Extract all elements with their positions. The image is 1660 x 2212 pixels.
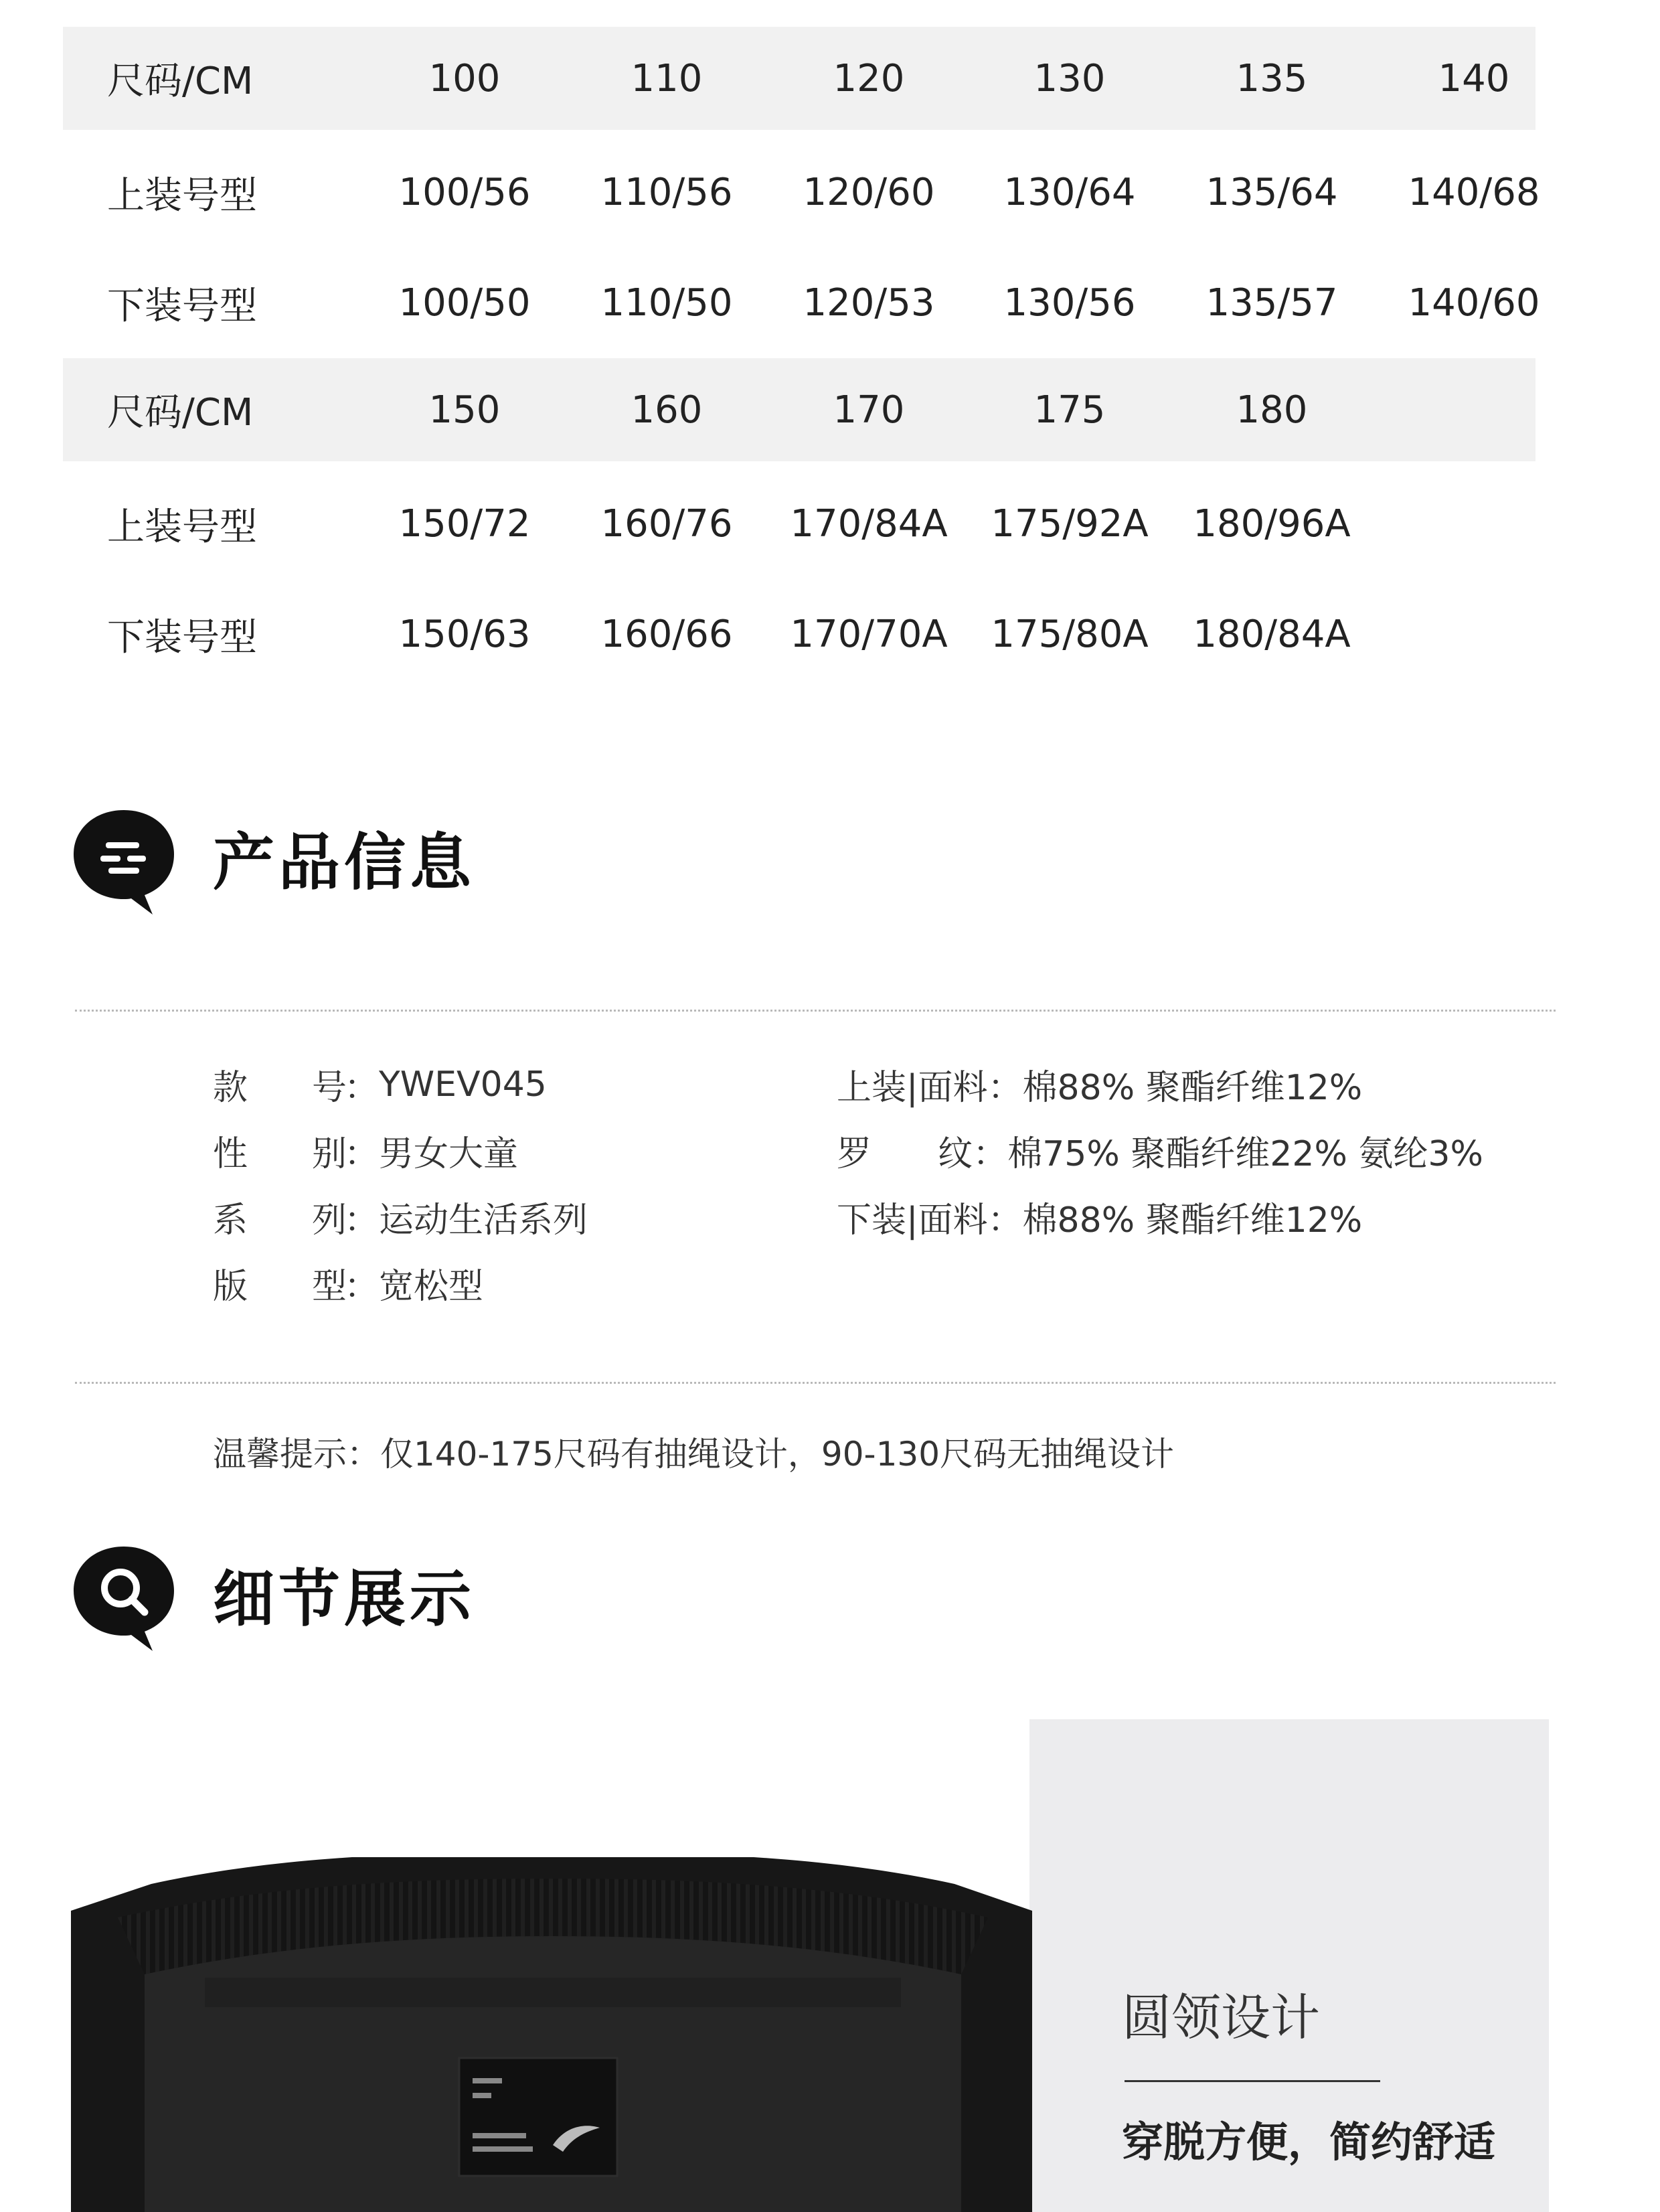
bottom-size-cell: 135/57 xyxy=(1206,281,1338,325)
size-cell: 175 xyxy=(1033,388,1106,432)
bottom-size-cell: 100/50 xyxy=(398,281,531,325)
divider xyxy=(75,1010,1556,1012)
size-cell: 160 xyxy=(631,388,703,432)
bottom-size-cell: 130/56 xyxy=(1003,281,1136,325)
top-size-cell: 130/64 xyxy=(1003,171,1136,214)
top-size-row xyxy=(63,469,1536,579)
divider xyxy=(75,1382,1556,1384)
top-size-cell: 140/68 xyxy=(1408,171,1540,214)
spec-value: 棉75% 聚酯纤维22% 氨纶3% xyxy=(1007,1134,1483,1174)
spec-row-rib xyxy=(837,1117,1483,1184)
size-cell: 130 xyxy=(1033,56,1106,100)
bottom-size-cell: 170/70A xyxy=(790,613,948,656)
size-cell: 170 xyxy=(833,388,905,432)
bottom-size-cell: 175/80A xyxy=(991,613,1149,656)
bottom-size-cell: 150/63 xyxy=(398,613,531,656)
size-cell: 150 xyxy=(428,388,501,432)
size-cell: 120 xyxy=(833,56,905,100)
top-size-cell: 135/64 xyxy=(1206,171,1338,214)
size-cell: 100 xyxy=(428,56,501,100)
feature-title: 圆领设计 xyxy=(1122,1989,1320,2047)
product-info-heading xyxy=(67,801,475,915)
spec-row-gender xyxy=(213,1117,588,1184)
spec-row-bottom-fabric xyxy=(837,1184,1483,1250)
spec-key: 系 xyxy=(213,1200,248,1241)
collar-photo xyxy=(71,1857,1032,2212)
chat-bubble-icon xyxy=(67,801,181,915)
spec-colon: ： xyxy=(344,1068,380,1108)
spec-colon: ： xyxy=(973,1134,1008,1174)
spec-value: YWEV045 xyxy=(379,1064,547,1105)
product-spec-right xyxy=(837,1051,1483,1250)
product-info-title: 产品信息 xyxy=(213,827,476,898)
spec-colon: ： xyxy=(344,1267,380,1307)
bottom-size-label: 下装号型 xyxy=(107,615,257,659)
top-size-label: 上装号型 xyxy=(107,505,257,549)
size-cell: 135 xyxy=(1236,56,1308,100)
product-spec-left xyxy=(213,1051,588,1316)
spec-key: 上装|面料 xyxy=(837,1068,988,1108)
spec-value: 宽松型 xyxy=(379,1267,484,1307)
spec-value: 棉88% 聚酯纤维12% xyxy=(1022,1068,1363,1108)
spec-row-style xyxy=(213,1051,588,1117)
spec-key: 下装|面料 xyxy=(837,1200,988,1241)
warm-tip: 温馨提示：仅140-175尺码有抽绳设计，90-130尺码无抽绳设计 xyxy=(213,1435,1175,1474)
spec-value: 棉88% 聚酯纤维12% xyxy=(1022,1200,1363,1241)
spec-row-top-fabric xyxy=(837,1051,1483,1117)
size-table xyxy=(63,27,1540,690)
bottom-size-label: 下装号型 xyxy=(107,284,257,328)
top-size-label: 上装号型 xyxy=(107,173,257,218)
spec-row-series xyxy=(213,1184,588,1250)
top-size-cell: 160/76 xyxy=(600,502,733,546)
top-size-cell: 150/72 xyxy=(398,502,531,546)
size-header-label: 尺码/CM xyxy=(107,60,254,103)
detail-title: 细节展示 xyxy=(213,1563,476,1635)
size-header-row xyxy=(63,358,1536,461)
bottom-size-cell: 110/50 xyxy=(600,281,733,325)
spec-value: 男女大童 xyxy=(379,1134,519,1174)
bottom-size-cell: 140/60 xyxy=(1408,281,1540,325)
size-header-row xyxy=(63,27,1536,130)
spec-key: 号 xyxy=(312,1068,347,1108)
size-cell: 180 xyxy=(1236,388,1308,432)
spec-key: 型 xyxy=(312,1267,347,1307)
bottom-size-row xyxy=(63,579,1536,690)
top-size-cell: 170/84A xyxy=(790,502,948,546)
top-size-row xyxy=(63,137,1540,248)
spec-key: 款 xyxy=(213,1068,248,1108)
feature-description: 穿脱方便，简约舒适 xyxy=(1122,2118,1496,2166)
spec-value: 运动生活系列 xyxy=(379,1200,588,1241)
feature-underline xyxy=(1125,2080,1380,2082)
size-cell: 140 xyxy=(1438,56,1510,100)
spec-colon: ： xyxy=(987,1068,1023,1108)
spec-row-fit xyxy=(213,1250,588,1316)
top-size-cell: 175/92A xyxy=(991,502,1149,546)
size-cell: 110 xyxy=(631,56,703,100)
top-size-cell: 110/56 xyxy=(600,171,733,214)
spec-colon: ： xyxy=(987,1200,1023,1241)
spec-colon: ： xyxy=(344,1200,380,1241)
top-size-cell: 180/96A xyxy=(1193,502,1351,546)
bottom-size-cell: 160/66 xyxy=(600,613,733,656)
spec-colon: ： xyxy=(344,1134,380,1174)
top-size-cell: 100/56 xyxy=(398,171,531,214)
magnifier-bubble-icon xyxy=(67,1537,181,1651)
spec-key: 版 xyxy=(213,1267,248,1307)
top-size-cell: 120/60 xyxy=(803,171,935,214)
size-header-label: 尺码/CM xyxy=(107,391,254,434)
spec-key: 性 xyxy=(213,1134,248,1174)
spec-key: 别 xyxy=(312,1134,347,1174)
spec-key: 列 xyxy=(312,1200,347,1241)
bottom-size-row xyxy=(63,248,1540,358)
bottom-size-cell: 120/53 xyxy=(803,281,935,325)
spec-key: 罗 纹 xyxy=(837,1134,973,1174)
bottom-size-cell: 180/84A xyxy=(1193,613,1351,656)
detail-heading xyxy=(67,1537,475,1651)
